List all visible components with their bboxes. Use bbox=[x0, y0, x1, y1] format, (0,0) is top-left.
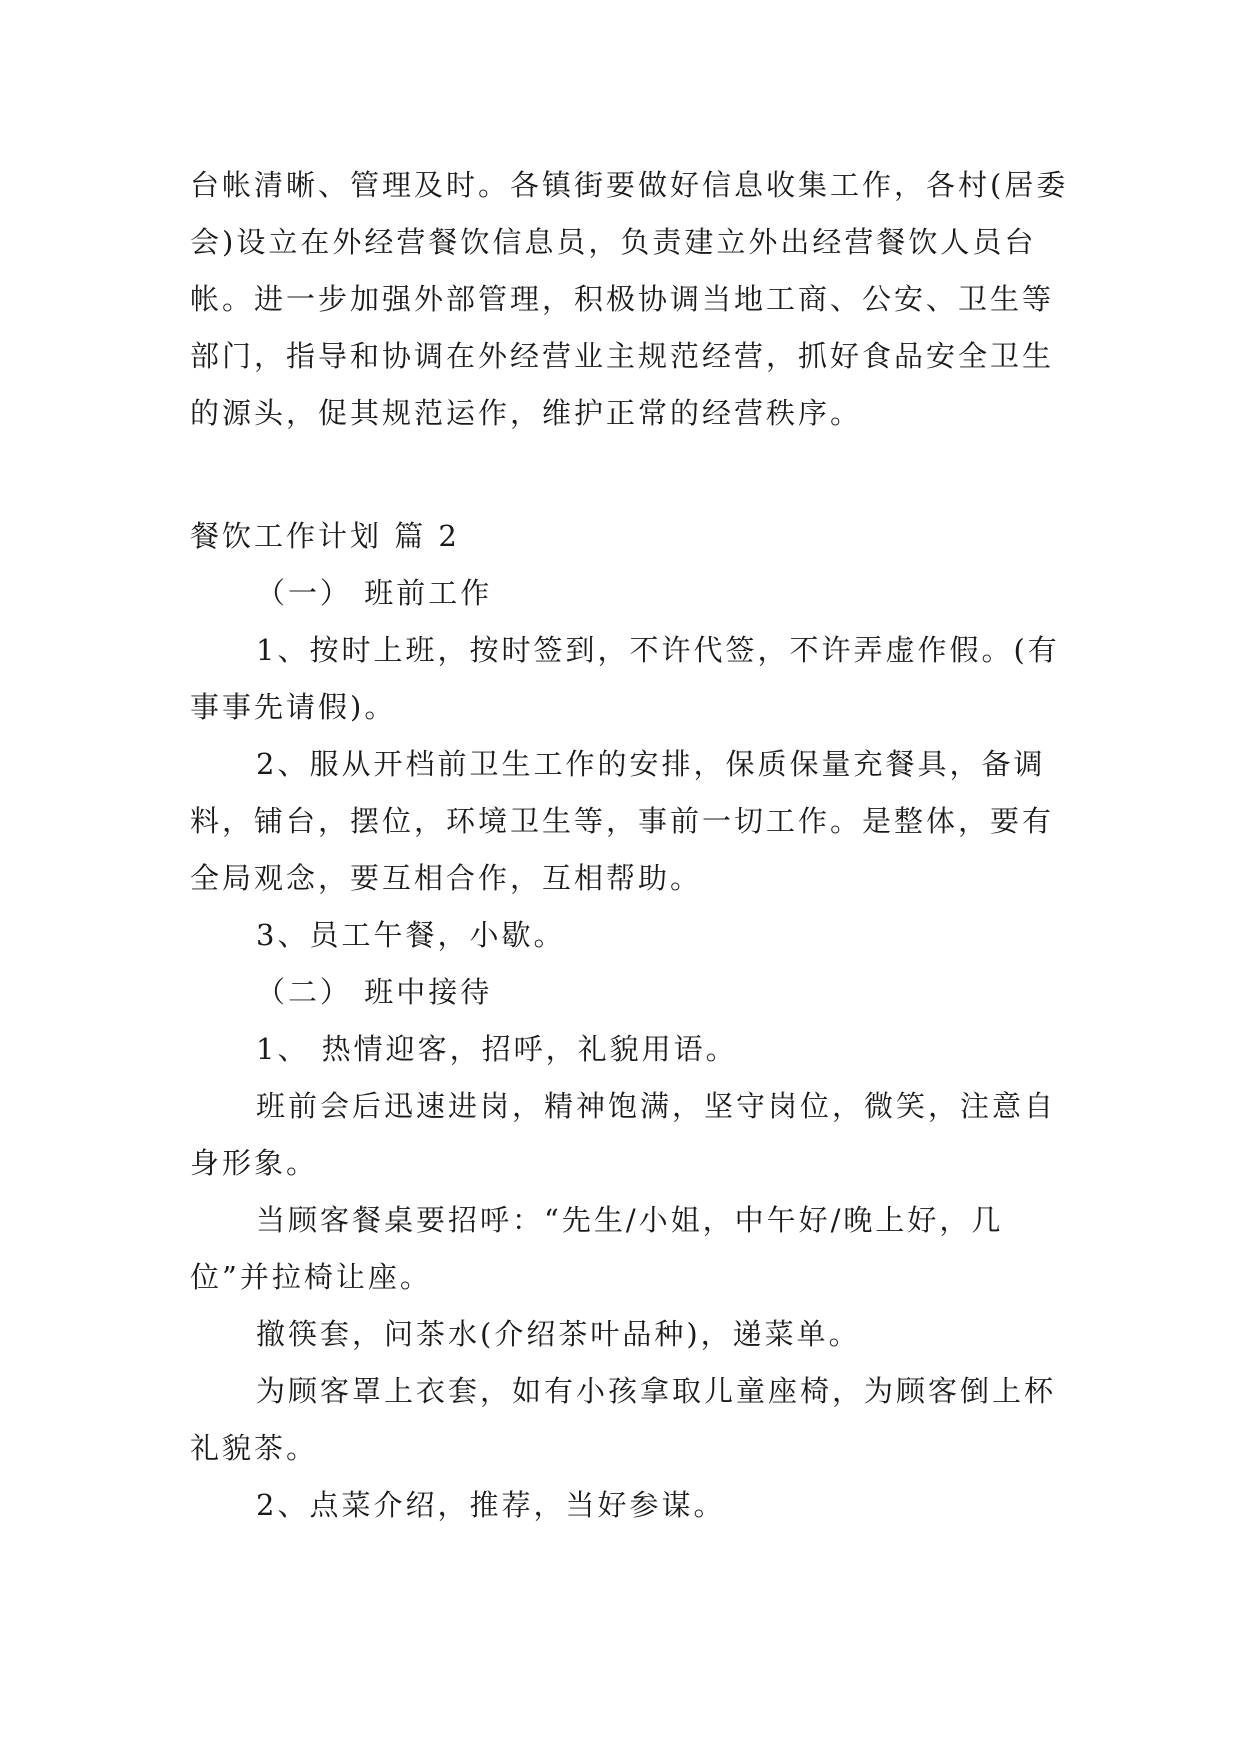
paragraph-item: 1、 热情迎客，招呼，礼貌用语。 bbox=[256, 1032, 738, 1066]
paragraph-item: 3、员工午餐，小歇。 bbox=[256, 918, 566, 952]
paragraph-item: 1、按时上班，按时签到，不许代签，不许弄虚作假。(有事事先请假)。 bbox=[190, 633, 1060, 724]
subheading-before-shift: （一） 班前工作 bbox=[256, 576, 493, 610]
paragraph-item: 2、服从开档前卫生工作的安排，保质保量充餐具，备调料，铺台，摆位，环境卫生等，事前一切工作。是整体，要有全局观念，要互相合作，互相帮助。 bbox=[190, 747, 1055, 895]
intro-section bbox=[190, 157, 1070, 442]
intro-paragraph: 台帐清晰、管理及时。各镇街要做好信息收集工作，各村(居委会)设立在外经营餐饮信息员，负责建立外出经营餐饮人员台帐。进一步加强外部管理，积极协调当地工商、公安、卫生等部门，指导和协调在外经营业主规范经营，抓好食品安全卫生的源头，促其规范运作，维护正常的经营秩序。 bbox=[190, 168, 1069, 430]
paragraph-item: 当顾客餐桌要招呼：“先生/小姐，中午好/晚上好，几位”并拉椅让座。 bbox=[190, 1203, 1004, 1294]
paragraph-item: 班前会后迅速进岗，精神饱满，坚守岗位，微笑，注意自身形象。 bbox=[190, 1089, 1057, 1180]
plan-section bbox=[190, 508, 1070, 1534]
paragraph-item: 2、点菜介绍，推荐，当好参谋。 bbox=[256, 1488, 726, 1522]
paragraph-item: 为顾客罩上衣套，如有小孩拿取儿童座椅，为顾客倒上杯礼貌茶。 bbox=[190, 1374, 1057, 1465]
subheading-during-shift: （二） 班中接待 bbox=[256, 975, 493, 1009]
section-title: 餐饮工作计划 篇 2 bbox=[190, 519, 460, 553]
paragraph-item: 撤筷套，问茶水(介绍茶叶品种)，递菜单。 bbox=[256, 1317, 861, 1351]
